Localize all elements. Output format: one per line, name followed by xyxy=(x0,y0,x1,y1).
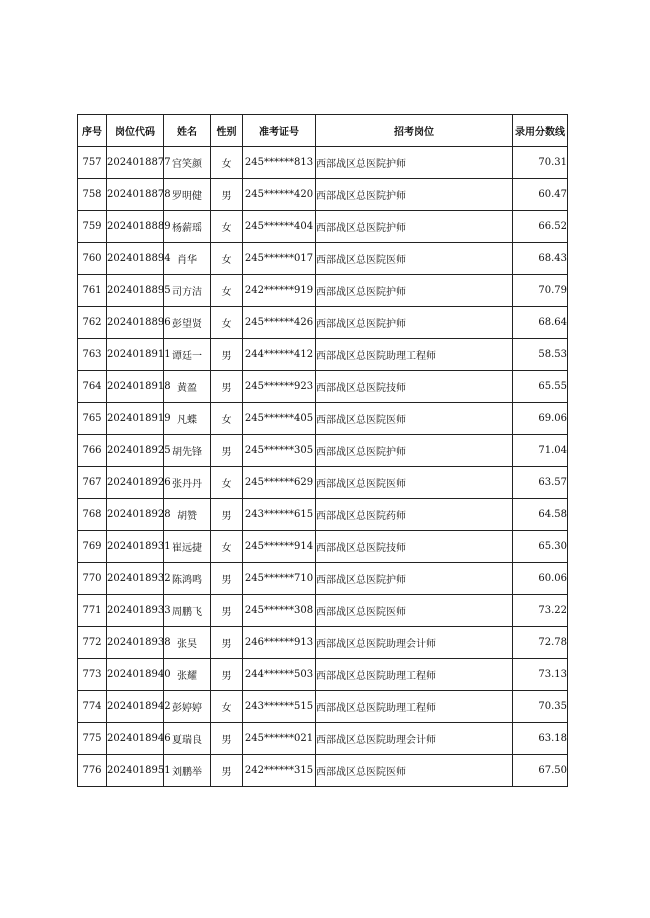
cell-position: 西部战区总医院助理工程师 xyxy=(316,659,513,691)
cell-post-code: 2024018918 xyxy=(107,371,164,403)
cell-gender: 男 xyxy=(211,563,243,595)
cell-post-code: 2024018925 xyxy=(107,435,164,467)
table-row xyxy=(78,179,568,211)
cell-gender: 男 xyxy=(211,659,243,691)
cell-exam-id: 242******919 xyxy=(243,275,316,307)
cell-gender: 男 xyxy=(211,627,243,659)
cell-seq: 768 xyxy=(78,499,107,531)
cell-position: 西部战区总医院护师 xyxy=(316,147,513,179)
cell-position: 西部战区总医院护师 xyxy=(316,435,513,467)
table-row xyxy=(78,339,568,371)
cell-name: 刘鹏举 xyxy=(164,755,211,787)
cell-score: 70.79 xyxy=(513,275,568,307)
cell-score: 70.31 xyxy=(513,147,568,179)
cell-name: 张丹丹 xyxy=(164,467,211,499)
header-exam-id: 准考证号 xyxy=(243,115,316,147)
cell-position: 西部战区总医院技师 xyxy=(316,371,513,403)
cell-score: 60.06 xyxy=(513,563,568,595)
cell-name: 肖华 xyxy=(164,243,211,275)
cell-post-code: 2024018951 xyxy=(107,755,164,787)
cell-post-code: 2024018911 xyxy=(107,339,164,371)
cell-position: 西部战区总医院护师 xyxy=(316,211,513,243)
cell-name: 张耀 xyxy=(164,659,211,691)
cell-name: 谭廷一 xyxy=(164,339,211,371)
cell-exam-id: 245******308 xyxy=(243,595,316,627)
cell-seq: 772 xyxy=(78,627,107,659)
header-score: 录用分数线 xyxy=(513,115,568,147)
cell-position: 西部战区总医院医师 xyxy=(316,467,513,499)
cell-seq: 758 xyxy=(78,179,107,211)
cell-exam-id: 245******813 xyxy=(243,147,316,179)
cell-post-code: 2024018878 xyxy=(107,179,164,211)
cell-post-code: 2024018919 xyxy=(107,403,164,435)
cell-name: 陈鸿鸣 xyxy=(164,563,211,595)
cell-exam-id: 244******503 xyxy=(243,659,316,691)
cell-post-code: 2024018942 xyxy=(107,691,164,723)
cell-score: 70.35 xyxy=(513,691,568,723)
table-row xyxy=(78,211,568,243)
cell-score: 65.55 xyxy=(513,371,568,403)
cell-gender: 男 xyxy=(211,179,243,211)
cell-name: 胡赞 xyxy=(164,499,211,531)
cell-seq: 764 xyxy=(78,371,107,403)
cell-score: 63.57 xyxy=(513,467,568,499)
cell-post-code: 2024018877 xyxy=(107,147,164,179)
cell-position: 西部战区总医院医师 xyxy=(316,755,513,787)
cell-position: 西部战区总医院药师 xyxy=(316,499,513,531)
cell-seq: 771 xyxy=(78,595,107,627)
header-name: 姓名 xyxy=(164,115,211,147)
cell-score: 73.22 xyxy=(513,595,568,627)
cell-name: 杨薪瑶 xyxy=(164,211,211,243)
cell-seq: 773 xyxy=(78,659,107,691)
cell-seq: 759 xyxy=(78,211,107,243)
admission-score-table xyxy=(77,114,568,787)
cell-exam-id: 245******420 xyxy=(243,179,316,211)
cell-position: 西部战区总医院助理工程师 xyxy=(316,339,513,371)
header-post-code: 岗位代码 xyxy=(107,115,164,147)
cell-seq: 774 xyxy=(78,691,107,723)
cell-gender: 女 xyxy=(211,275,243,307)
cell-exam-id: 245******914 xyxy=(243,531,316,563)
cell-gender: 女 xyxy=(211,691,243,723)
table-row xyxy=(78,563,568,595)
cell-seq: 765 xyxy=(78,403,107,435)
cell-gender: 女 xyxy=(211,307,243,339)
cell-seq: 775 xyxy=(78,723,107,755)
table-row xyxy=(78,755,568,787)
cell-exam-id: 245******405 xyxy=(243,403,316,435)
table-row xyxy=(78,275,568,307)
cell-post-code: 2024018938 xyxy=(107,627,164,659)
cell-name: 宫笑颜 xyxy=(164,147,211,179)
cell-name: 凡蝶 xyxy=(164,403,211,435)
cell-position: 西部战区总医院助理会计师 xyxy=(316,723,513,755)
cell-gender: 男 xyxy=(211,435,243,467)
cell-post-code: 2024018926 xyxy=(107,467,164,499)
cell-seq: 762 xyxy=(78,307,107,339)
cell-score: 68.43 xyxy=(513,243,568,275)
cell-post-code: 2024018946 xyxy=(107,723,164,755)
header-gender: 性别 xyxy=(211,115,243,147)
cell-gender: 男 xyxy=(211,723,243,755)
cell-gender: 男 xyxy=(211,499,243,531)
cell-position: 西部战区总医院医师 xyxy=(316,403,513,435)
table-row xyxy=(78,659,568,691)
cell-post-code: 2024018932 xyxy=(107,563,164,595)
cell-gender: 女 xyxy=(211,147,243,179)
cell-gender: 女 xyxy=(211,531,243,563)
table-row xyxy=(78,691,568,723)
cell-gender: 男 xyxy=(211,755,243,787)
cell-score: 58.53 xyxy=(513,339,568,371)
cell-seq: 760 xyxy=(78,243,107,275)
table-row xyxy=(78,403,568,435)
table-row xyxy=(78,531,568,563)
cell-post-code: 2024018895 xyxy=(107,275,164,307)
table-row xyxy=(78,371,568,403)
cell-exam-id: 244******412 xyxy=(243,339,316,371)
cell-exam-id: 245******021 xyxy=(243,723,316,755)
cell-gender: 女 xyxy=(211,211,243,243)
table-row xyxy=(78,147,568,179)
cell-name: 罗明健 xyxy=(164,179,211,211)
cell-gender: 女 xyxy=(211,467,243,499)
cell-name: 周鹏飞 xyxy=(164,595,211,627)
table-row xyxy=(78,467,568,499)
cell-seq: 767 xyxy=(78,467,107,499)
cell-seq: 776 xyxy=(78,755,107,787)
cell-seq: 757 xyxy=(78,147,107,179)
cell-name: 黄盈 xyxy=(164,371,211,403)
cell-exam-id: 246******913 xyxy=(243,627,316,659)
cell-position: 西部战区总医院护师 xyxy=(316,563,513,595)
table-row xyxy=(78,595,568,627)
cell-position: 西部战区总医院助理会计师 xyxy=(316,627,513,659)
cell-post-code: 2024018894 xyxy=(107,243,164,275)
header-position: 招考岗位 xyxy=(316,115,513,147)
cell-exam-id: 245******017 xyxy=(243,243,316,275)
cell-position: 西部战区总医院医师 xyxy=(316,595,513,627)
cell-score: 73.13 xyxy=(513,659,568,691)
cell-name: 夏瑞良 xyxy=(164,723,211,755)
table-body xyxy=(78,147,568,787)
cell-position: 西部战区总医院护师 xyxy=(316,307,513,339)
cell-name: 司方洁 xyxy=(164,275,211,307)
cell-score: 60.47 xyxy=(513,179,568,211)
cell-seq: 761 xyxy=(78,275,107,307)
cell-seq: 766 xyxy=(78,435,107,467)
cell-name: 彭婷婷 xyxy=(164,691,211,723)
cell-post-code: 2024018940 xyxy=(107,659,164,691)
cell-seq: 769 xyxy=(78,531,107,563)
header-row xyxy=(78,115,568,147)
cell-score: 69.06 xyxy=(513,403,568,435)
cell-position: 西部战区总医院护师 xyxy=(316,275,513,307)
cell-score: 67.50 xyxy=(513,755,568,787)
cell-score: 71.04 xyxy=(513,435,568,467)
cell-score: 68.64 xyxy=(513,307,568,339)
cell-post-code: 2024018933 xyxy=(107,595,164,627)
cell-exam-id: 245******923 xyxy=(243,371,316,403)
table-row xyxy=(78,499,568,531)
cell-exam-id: 242******315 xyxy=(243,755,316,787)
cell-gender: 男 xyxy=(211,371,243,403)
cell-name: 张昊 xyxy=(164,627,211,659)
cell-post-code: 2024018931 xyxy=(107,531,164,563)
cell-exam-id: 245******404 xyxy=(243,211,316,243)
header-seq: 序号 xyxy=(78,115,107,147)
cell-post-code: 2024018896 xyxy=(107,307,164,339)
cell-gender: 女 xyxy=(211,403,243,435)
table-row xyxy=(78,627,568,659)
cell-exam-id: 243******515 xyxy=(243,691,316,723)
table-row xyxy=(78,723,568,755)
cell-score: 64.58 xyxy=(513,499,568,531)
cell-exam-id: 243******615 xyxy=(243,499,316,531)
table-row xyxy=(78,243,568,275)
cell-position: 西部战区总医院医师 xyxy=(316,243,513,275)
cell-exam-id: 245******426 xyxy=(243,307,316,339)
cell-name: 崔远捷 xyxy=(164,531,211,563)
cell-gender: 女 xyxy=(211,243,243,275)
cell-name: 彭望贤 xyxy=(164,307,211,339)
cell-exam-id: 245******710 xyxy=(243,563,316,595)
cell-exam-id: 245******629 xyxy=(243,467,316,499)
cell-score: 72.78 xyxy=(513,627,568,659)
cell-score: 65.30 xyxy=(513,531,568,563)
cell-gender: 男 xyxy=(211,339,243,371)
cell-seq: 763 xyxy=(78,339,107,371)
cell-position: 西部战区总医院助理工程师 xyxy=(316,691,513,723)
cell-post-code: 2024018889 xyxy=(107,211,164,243)
cell-exam-id: 245******305 xyxy=(243,435,316,467)
cell-position: 西部战区总医院技师 xyxy=(316,531,513,563)
cell-gender: 男 xyxy=(211,595,243,627)
cell-seq: 770 xyxy=(78,563,107,595)
cell-position: 西部战区总医院护师 xyxy=(316,179,513,211)
table-row xyxy=(78,307,568,339)
cell-score: 63.18 xyxy=(513,723,568,755)
cell-name: 胡先锋 xyxy=(164,435,211,467)
table-row xyxy=(78,435,568,467)
cell-score: 66.52 xyxy=(513,211,568,243)
cell-post-code: 2024018928 xyxy=(107,499,164,531)
